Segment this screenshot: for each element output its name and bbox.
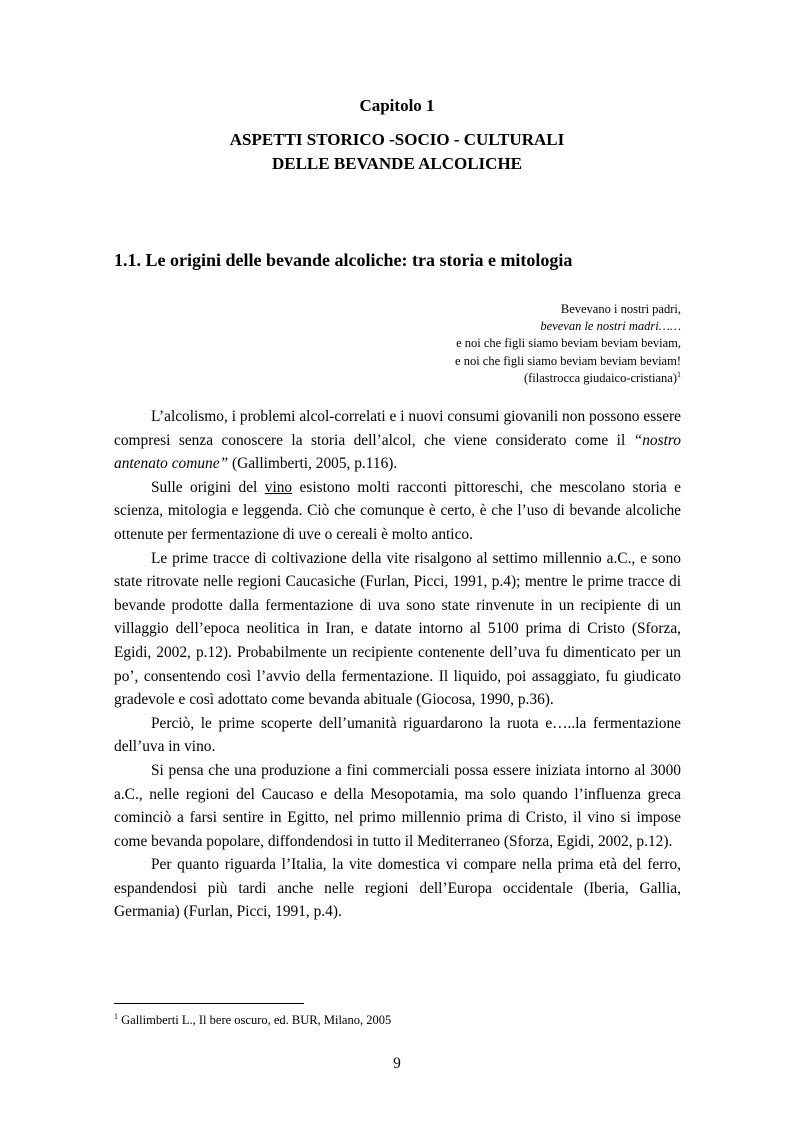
paragraph-1-quote: “nostro antenato comune” — [114, 431, 681, 473]
epigraph — [455, 301, 681, 387]
epigraph-source — [455, 370, 681, 387]
footnote-reference[interactable]: 1 — [677, 369, 681, 379]
chapter-title-line-2: DELLE BEVANDE ALCOLICHE — [271, 154, 523, 173]
chapter-label: Capitolo 1 — [359, 96, 435, 115]
paragraph-1-text-a: L’alcolismo, i problemi alcol-correlati e i nuovi consumi giovanili non possono essere compresi senza conoscere la storia dell’alcol, che viene considerato come il — [114, 408, 681, 449]
epigraph-source-text: (filastrocca giudaico-cristiana) — [523, 370, 677, 385]
footnote-divider — [114, 1003, 304, 1004]
paragraph-2-text-b: esistono molti racconti pittoreschi, che mescolano storia e scienza, mitologia e leggenda. Ciò che comunque è certo, è che l’uso di bevande alcoliche ottenute per fermentazione di uve o cereali è molto antico. — [114, 478, 681, 543]
epigraph-line-2: bevevan le nostri madri…… — [540, 319, 681, 334]
footnote-number: 1 — [114, 1012, 118, 1021]
paragraph-1-text-b: (Gallimberti, 2005, p.116). — [228, 455, 398, 473]
vino-link[interactable]: vino — [264, 478, 293, 496]
paragraph-5: Si pensa che una produzione a fini commerciali possa essere iniziata intorno al 3000 a.C., nelle regioni del Caucaso e della Mesopotamia, ma solo quando l’influenza greca cominciò a farsi sentire in Egitto, nel primo millennio prima di Cristo, il vino si impose come bevanda popolare, diffondendosi in tutto il Mediterraneo (Sforza, Egidi, 2002, p.12). — [114, 761, 681, 850]
paragraph-2 — [114, 476, 681, 547]
page-number: 9 — [393, 1055, 401, 1072]
footnote — [114, 1012, 391, 1029]
epigraph-line-3: e noi che figli siamo beviam beviam beviam, — [456, 336, 681, 351]
epigraph-line-1: Bevevano i nostri padri, — [560, 302, 681, 316]
paragraph-6: Per quanto riguarda l’Italia, la vite domestica vi compare nella prima età del ferro, espandendosi più tardi anche nelle regioni dell’Europa occidentale (Iberia, Gallia, Germania) (Furlan, Picci, 1991, p.4). — [114, 856, 681, 921]
paragraph-3: Le prime tracce di coltivazione della vite risalgono al settimo millennio a.C., e sono state ritrovate nelle regioni Caucasiche (Furlan, Picci, 1991, p.4); mentre le prime tracce di bevande prodotte dalla fermentazione di uva sono state rinvenute in un recipiente di un villaggio dell’epoca neolitica in Iran, e datate intorno al 5100 prima di Cristo (Sforza, Egidi, 2002, p.12). Probabilmente un recipiente contenente dell’uva fu dimenticato per un po’, consentendo così l’avvio della fermentazione. Il liquido, poi assaggiato, fu giudicato gradevole e così adottato come bevanda abituale (Giocosa, 1990, p.36). — [114, 549, 681, 709]
epigraph-line-4: e noi che figli siamo beviam beviam beviam! — [455, 353, 681, 368]
paragraph-2-text-a: Sulle origini del — [151, 478, 265, 496]
section-heading: 1.1. Le origini delle bevande alcoliche: tra storia e mitologia — [114, 250, 573, 270]
chapter-title — [0, 128, 794, 176]
body-text — [114, 405, 681, 924]
paragraph-1 — [114, 405, 681, 476]
paragraph-4: Perciò, le prime scoperte dell’umanità riguardarono la ruota e…..la fermentazione dell’uva in vino. — [114, 714, 681, 756]
chapter-title-line-1: ASPETTI STORICO -SOCIO - CULTURALI — [229, 130, 565, 149]
footnote-text: Gallimberti L., Il bere oscuro, ed. BUR, Milano, 2005 — [118, 1013, 392, 1027]
